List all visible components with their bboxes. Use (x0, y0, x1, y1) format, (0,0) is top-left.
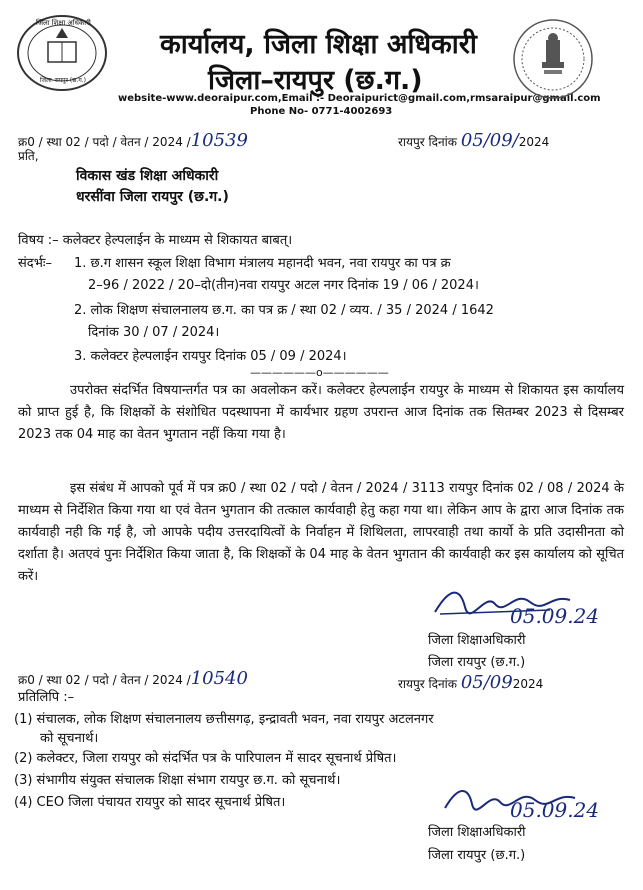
signature-1 (430, 582, 610, 626)
reference-number-handwritten: 10539 (190, 130, 248, 151)
signatory-title: जिला शिक्षाअधिकारी (428, 633, 526, 648)
copy-item: (1) संचालक, लोक शिक्षण संचालनालय छत्तीसगढ़, इन्द्रावती भवन, नवा रायपुर अटलनगर (14, 712, 434, 727)
recipient-line-2: धरसींवा जिला रायपुर (छ.ग.) (76, 189, 229, 205)
reference-item: 2. लोक शिक्षण संचालनालय छ.ग. का पत्र क्र / स्था 02 / व्यय. / 35 / 2024 / 1642 (74, 303, 494, 318)
references-label: संदर्भः– (18, 256, 52, 271)
section-divider: ——————o—————— (250, 366, 389, 379)
reference-item: 3. कलेक्टर हेल्पलाईन रायपुर दिनांक 05 / 09 / 2024। (74, 349, 347, 364)
government-emblem (512, 18, 594, 100)
body-paragraph-2: इस संबंध में आपको पूर्व में पत्र क्र0 / स्था 02 / पदो / वेतन / 2024 / 3113 रायपुर दिनांक 02 / 08 / 2024 के माध्यम से निर्देशित किया गया था एवं वेतन भुगतान की तत्काल कार्यवाही हेतु कहा गया था। लेकिन आप के द्वारा आज दिनांक तक कार्यवाही नही कि गई है, जो आपके पदीय उत्तरदायित्वों के निर्वाहन में शिथिलता, लापरवाही तथा कार्यो के प्रति उदासीनता को दर्शाता है। अतएवं पुनः निर्देशित किया जाता है, कि शिक्षकों के 04 माह के वेतन भुगतान की कार्यवाही कर इस कार्यालय को सूचित करें। (18, 481, 624, 584)
date-label: रायपुर दिनांक (398, 677, 457, 691)
signature-date: 05.09.24 (510, 604, 600, 628)
copy-label: प्रतिलिपि :– (18, 690, 75, 705)
page-title: कार्यालय, जिला शिक्षा अधिकारी (160, 29, 477, 60)
reference-item: 1. छ.ग शासन स्कूल शिक्षा विभाग मंत्रालय महानदी भवन, नवा रायपुर का पत्र क्र (74, 256, 451, 271)
letter-date (398, 672, 543, 693)
office-seal-logo (16, 14, 108, 92)
copy-item: (4) CEO जिला पंचायत रायपुर को सादर सूचनार्थ प्रेषित। (14, 795, 286, 810)
copy-item: (3) संभागीय संयुक्त संचालक शिक्षा संभाग रायपुर छ.ग. को सूचनार्थ। (14, 773, 341, 788)
reference-prefix: क्र0 / स्था 02 / पदो / वेतन / 2024 / (18, 673, 191, 687)
reference-item: 2–96 / 2022 / 20–दो(तीन)नवा रायपुर अटल नगर दिनांक 19 / 06 / 2024। (88, 278, 479, 293)
logo-text: जिला शिक्षा अधिकारी (36, 19, 91, 27)
recipient-line-1: विकास खंड शिक्षा अधिकारी (76, 168, 219, 184)
reference-number-handwritten: 10540 (190, 668, 248, 689)
logo-subtext: जिला–रायपुर (छ.ग.) (40, 77, 86, 84)
date-year: 2024 (512, 677, 544, 691)
copy-item: (2) कलेक्टर, जिला रायपुर को संदर्भित पत्र के पारिपालन में सादर सूचनार्थ प्रेषित। (14, 751, 397, 766)
signatory-title: जिला शिक्षाअधिकारी (428, 825, 526, 840)
signature-2 (440, 782, 610, 822)
letter-date (398, 130, 549, 151)
to-label: प्रति, (18, 149, 39, 163)
reference-number (18, 130, 248, 151)
signatory-place: जिला रायपुर (छ.ग.) (428, 848, 526, 863)
phone-number: Phone No- 0771-4002693 (250, 106, 393, 117)
signatory-place: जिला रायपुर (छ.ग.) (428, 655, 526, 670)
subject-line: विषय :– कलेक्टर हेल्पलाईन के माध्यम से शिकायत बाबत्। (18, 233, 293, 248)
contact-info: website-www.deoraipur.com,Email :- Deoraipurict@gmail.com,rmsaraipur@gmail.com (118, 93, 601, 104)
date-handwritten: 05/09 (460, 672, 513, 693)
page-subtitle: जिला–रायपुर (छ.ग.) (208, 65, 423, 96)
body-paragraph-1: उपरोक्त संदर्भित विषयान्तर्गत पत्र का अवलोकन करें। कलेक्टर हेल्पलाईन रायपुर के माध्यम से शिकायत इस कार्यालय को प्राप्त हुई है, कि शिक्षकों के संशोधित पदस्थापना में कार्यभार ग्रहण उपरान्त आज दिनांक तक सितम्बर 2023 से दिसम्बर 2023 तक 04 माह का वेतन भुगतान नहीं किया गया है। (18, 383, 624, 442)
reference-number (18, 668, 248, 689)
reference-prefix: क्र0 / स्था 02 / पदो / वेतन / 2024 / (18, 135, 191, 149)
copy-item: को सूचनार्थ। (40, 731, 99, 746)
date-year: 2024 (518, 135, 550, 149)
date-label: रायपुर दिनांक (398, 135, 457, 149)
signature-date: 05.09.24 (510, 798, 600, 822)
reference-item: दिनांक 30 / 07 / 2024। (88, 325, 220, 340)
date-handwritten: 05/09/ (460, 130, 519, 151)
